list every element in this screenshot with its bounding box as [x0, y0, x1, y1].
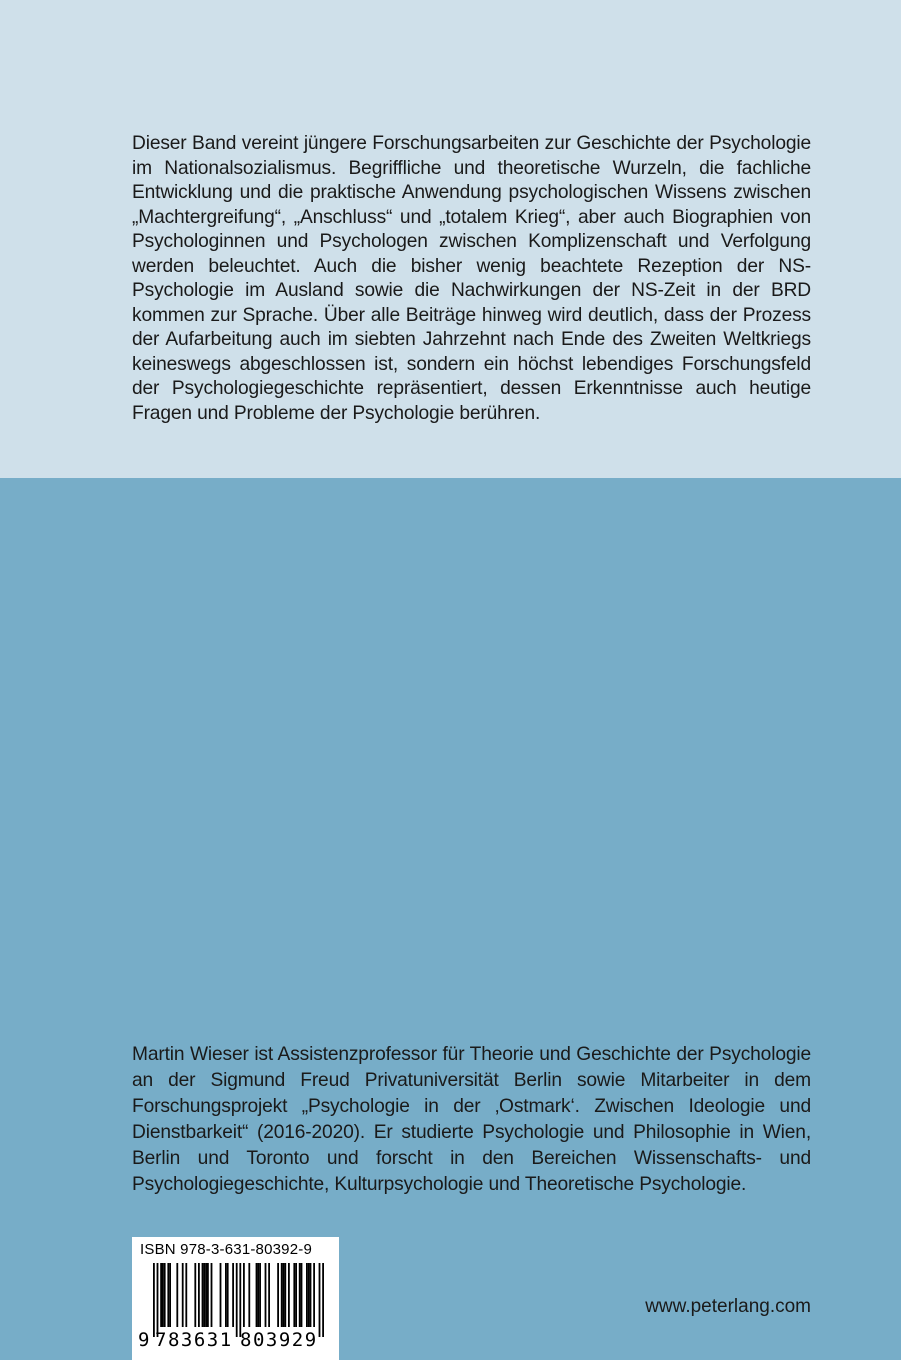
barcode-bar	[256, 1263, 258, 1327]
barcode-bar	[308, 1263, 310, 1327]
barcode-bar	[310, 1263, 312, 1327]
barcode-bar	[185, 1263, 187, 1327]
barcode-bar	[176, 1263, 178, 1327]
barcode-bar	[306, 1263, 308, 1327]
barcode-bar	[295, 1263, 297, 1327]
barcode-bar	[202, 1263, 204, 1327]
barcode-bar	[236, 1263, 238, 1337]
barcode-lead-digit: 9	[138, 1329, 150, 1351]
barcode-bar	[227, 1263, 229, 1327]
barcode-bar	[162, 1263, 164, 1327]
isbn-label: ISBN 978-3-631-80392-9	[140, 1241, 313, 1258]
barcode-bar	[243, 1263, 245, 1327]
barcode-bar	[283, 1263, 285, 1327]
barcode-bar	[182, 1263, 184, 1327]
barcode-bar	[301, 1263, 303, 1327]
barcode-bar	[248, 1263, 250, 1327]
barcode-bar	[203, 1263, 205, 1327]
publisher-website-link[interactable]: www.peterlang.com	[645, 1296, 811, 1317]
barcode-bar	[313, 1263, 315, 1327]
barcode-left-digits: 783631	[155, 1329, 233, 1351]
barcode-bar	[194, 1263, 196, 1327]
barcode-bar	[198, 1263, 200, 1327]
barcode-bar	[319, 1263, 321, 1337]
barcode-bar	[164, 1263, 166, 1327]
barcode-bar	[169, 1263, 171, 1327]
lower-panel	[0, 478, 901, 1360]
book-description: Dieser Band vereint jüngere Forschungsarbeiten zur Geschichte der Psychologie im Nationalsozialismus. Begriffliche und theoretische Wurzeln, die fachliche Entwicklung und die praktische Anwendung psychologischen Wissens zwischen „Machtergreifung“, „Anschluss“ und „totalem Krieg“, aber auch Biographien von Psychologinnen und Psychologen zwischen Komplizenschaft und Verfolgung werden beleuchtet. Auch die bisher wenig beachtete Rezeption der NS-Psychologie im Ausland sowie die Nachwirkungen der NS-Zeit in der BRD kommen zur Sprache. Über alle Beiträge hinweg wird deutlich, dass der Prozess der Aufarbeitung auch im siebten Jahrzehnt nach Ende des Zweiten Weltkriegs keineswegs abgeschlossen ist, sondern ein höchst lebendiges Forschungsfeld der Psychologiegeschichte repräsentiert, dessen Erkenntnisse auch heutige Fragen und Probleme der Psychologie berühren.	[132, 133, 811, 424]
isbn-barcode	[132, 1237, 339, 1360]
barcode-bar	[220, 1263, 222, 1327]
barcode-bar	[299, 1263, 301, 1327]
barcode-bar	[239, 1263, 241, 1337]
barcode-bar	[207, 1263, 209, 1327]
author-biography: Martin Wieser ist Assistenzprofessor für Theorie und Geschichte der Psychologie an der Sigmund Freud Privatuniversität Berlin sowie Mitarbeiter in dem Forschungsprojekt „Psychologie in der ‚Ostmark‘. Zwischen Ideologie und Dienstbarkeit“ (2016-2020). Er studierte Psychologie und Philosophie in Wien, Berlin und Toronto und forscht in den Bereichen Wissenschafts- und Psychologiegeschichte, Kulturpsychologie und Theoretische Psychologie.	[132, 1044, 811, 1195]
barcode-bar	[284, 1263, 286, 1327]
barcode-bar	[225, 1263, 227, 1327]
barcode-bar	[288, 1263, 290, 1327]
barcode-bar	[265, 1263, 267, 1327]
barcode-bar	[277, 1263, 279, 1327]
barcode-bar	[153, 1263, 155, 1337]
barcode-bar	[160, 1263, 162, 1327]
barcode-right-digits: 803929	[240, 1329, 318, 1351]
barcode-bar	[268, 1263, 270, 1327]
barcode-bar	[167, 1263, 169, 1327]
barcode-bar	[232, 1263, 234, 1327]
barcode-bar	[257, 1263, 259, 1327]
barcode-bar	[211, 1263, 213, 1327]
barcode-digits	[132, 1329, 339, 1357]
barcode-bar	[205, 1263, 207, 1327]
barcode-bar	[281, 1263, 283, 1327]
barcode-bar	[157, 1263, 159, 1337]
barcode-bar	[322, 1263, 324, 1337]
barcode-bar	[293, 1263, 295, 1327]
barcode-bar	[259, 1263, 261, 1327]
